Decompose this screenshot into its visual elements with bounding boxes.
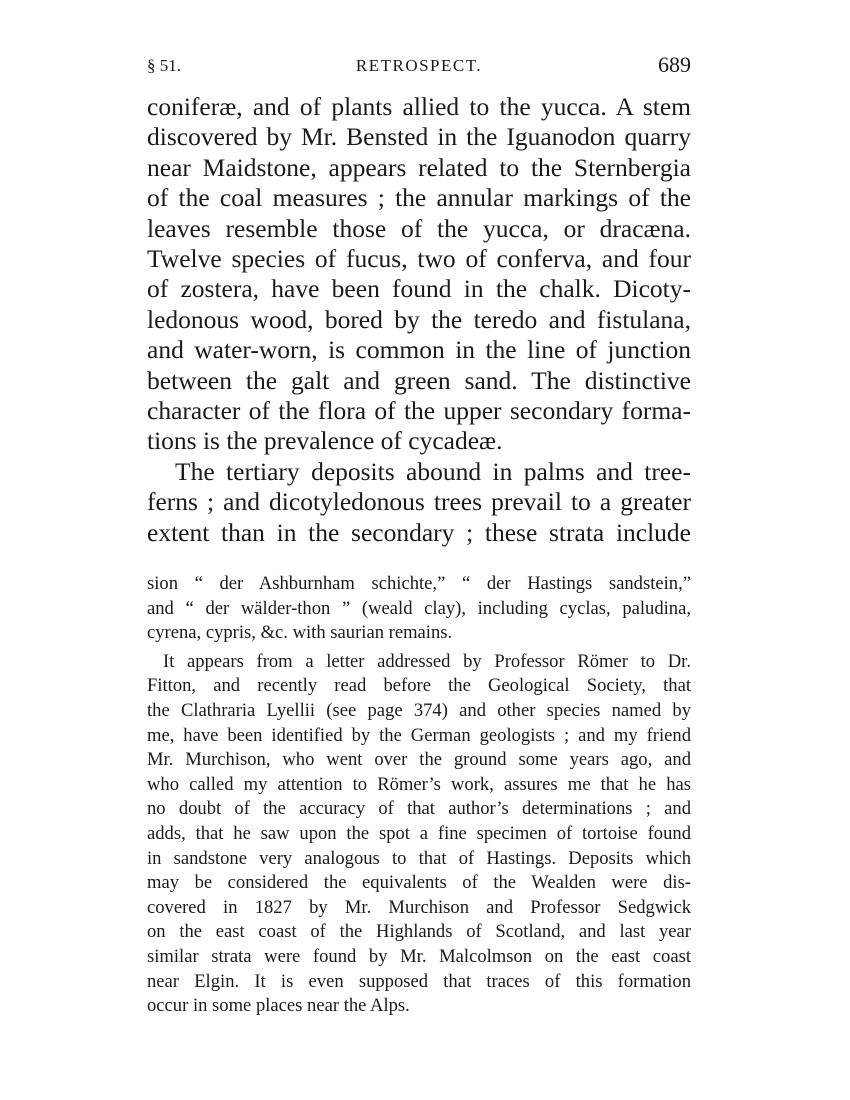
text-line: of the coal measures ; the annular markings of the <box>147 183 691 213</box>
text-line: coniferæ, and of plants allied to the yucca. A stem <box>147 92 691 121</box>
text-line: leaves resemble those of the yucca, or dracæna. <box>147 213 691 243</box>
footnote-line: occur in some places near the Alps. <box>147 995 410 1017</box>
text-line: character of the flora of the upper secondary forma- <box>147 396 691 426</box>
footnote-line: near Elgin. It is even supposed that traces of this formation <box>147 970 691 992</box>
footnote-line: Fitton, and recently read before the Geological Society, that <box>147 675 691 697</box>
paragraph-1 <box>147 92 691 457</box>
footnote-line: It appears from a letter addressed by Professor Römer to Dr. <box>163 650 691 672</box>
footnote-line: may be considered the equivalents of the Wealden were dis- <box>147 872 691 894</box>
paragraph-2 <box>147 457 691 548</box>
footnote-line: in sandstone very analogous to that of Hastings. Deposits which <box>147 847 691 869</box>
footnote-line: on the east coast of the Highlands of Scotland, and last year <box>147 921 691 943</box>
text-line: near Maidstone, appears related to the Sternbergia <box>147 152 691 182</box>
footnote-line: sion “ der Ashburnham schichte,” “ der Hastings sandstein,” <box>147 573 691 594</box>
footnote-line: covered in 1827 by Mr. Murchison and Professor Sedgwick <box>147 896 691 918</box>
footnote-line: adds, that he saw upon the spot a fine specimen of tortoise found <box>147 822 691 844</box>
footnote-continuation <box>147 572 691 646</box>
text-line: The tertiary deposits abound in palms and tree- <box>175 456 691 486</box>
text-line: between the galt and green sand. The distinctive <box>147 365 691 395</box>
text-line: ferns ; and dicotyledonous trees prevail to a greater <box>147 487 691 517</box>
text-line: and water-worn, is common in the line of junction <box>147 335 691 365</box>
footnote-2 <box>147 650 691 1019</box>
text-line: tions is the prevalence of cycadeæ. <box>147 426 503 456</box>
footnote-line: the Clathraria Lyellii (see page 374) and other species named by <box>147 699 691 721</box>
footnote-line: who called my attention to Römer’s work, assures me that he has <box>147 773 691 795</box>
text-line: discovered by Mr. Bensted in the Iguanodon quarry <box>147 122 691 152</box>
footnotes <box>147 572 691 1019</box>
text-line: extent than in the secondary ; these strata include <box>147 517 691 547</box>
text-line: of zostera, have been found in the chalk. Dicoty- <box>147 274 691 304</box>
text-line: Twelve species of fucus, two of conferva, and four <box>147 244 691 274</box>
footnote-line: cyrena, cypris, &c. with saurian remains. <box>147 622 453 644</box>
running-title: RETROSPECT. <box>355 56 483 75</box>
footnote-line: and “ der wälder-thon ” (weald clay), including cyclas, paludina, <box>147 597 691 619</box>
footnote-line: Mr. Murchison, who went over the ground some years ago, and <box>147 749 691 771</box>
footnote-line: me, have been identified by the German geologists ; and my friend <box>147 724 691 746</box>
page-number: 689 <box>658 52 691 77</box>
main-text <box>147 92 691 548</box>
text-line: ledonous wood, bored by the teredo and fistulana, <box>147 304 691 334</box>
section-number: § 51. <box>147 56 181 75</box>
footnote-line: similar strata were found by Mr. Malcolmson on the east coast <box>147 945 691 967</box>
running-head <box>147 52 691 82</box>
footnote-line: no doubt of the accuracy of that author’s determinations ; and <box>147 798 691 820</box>
